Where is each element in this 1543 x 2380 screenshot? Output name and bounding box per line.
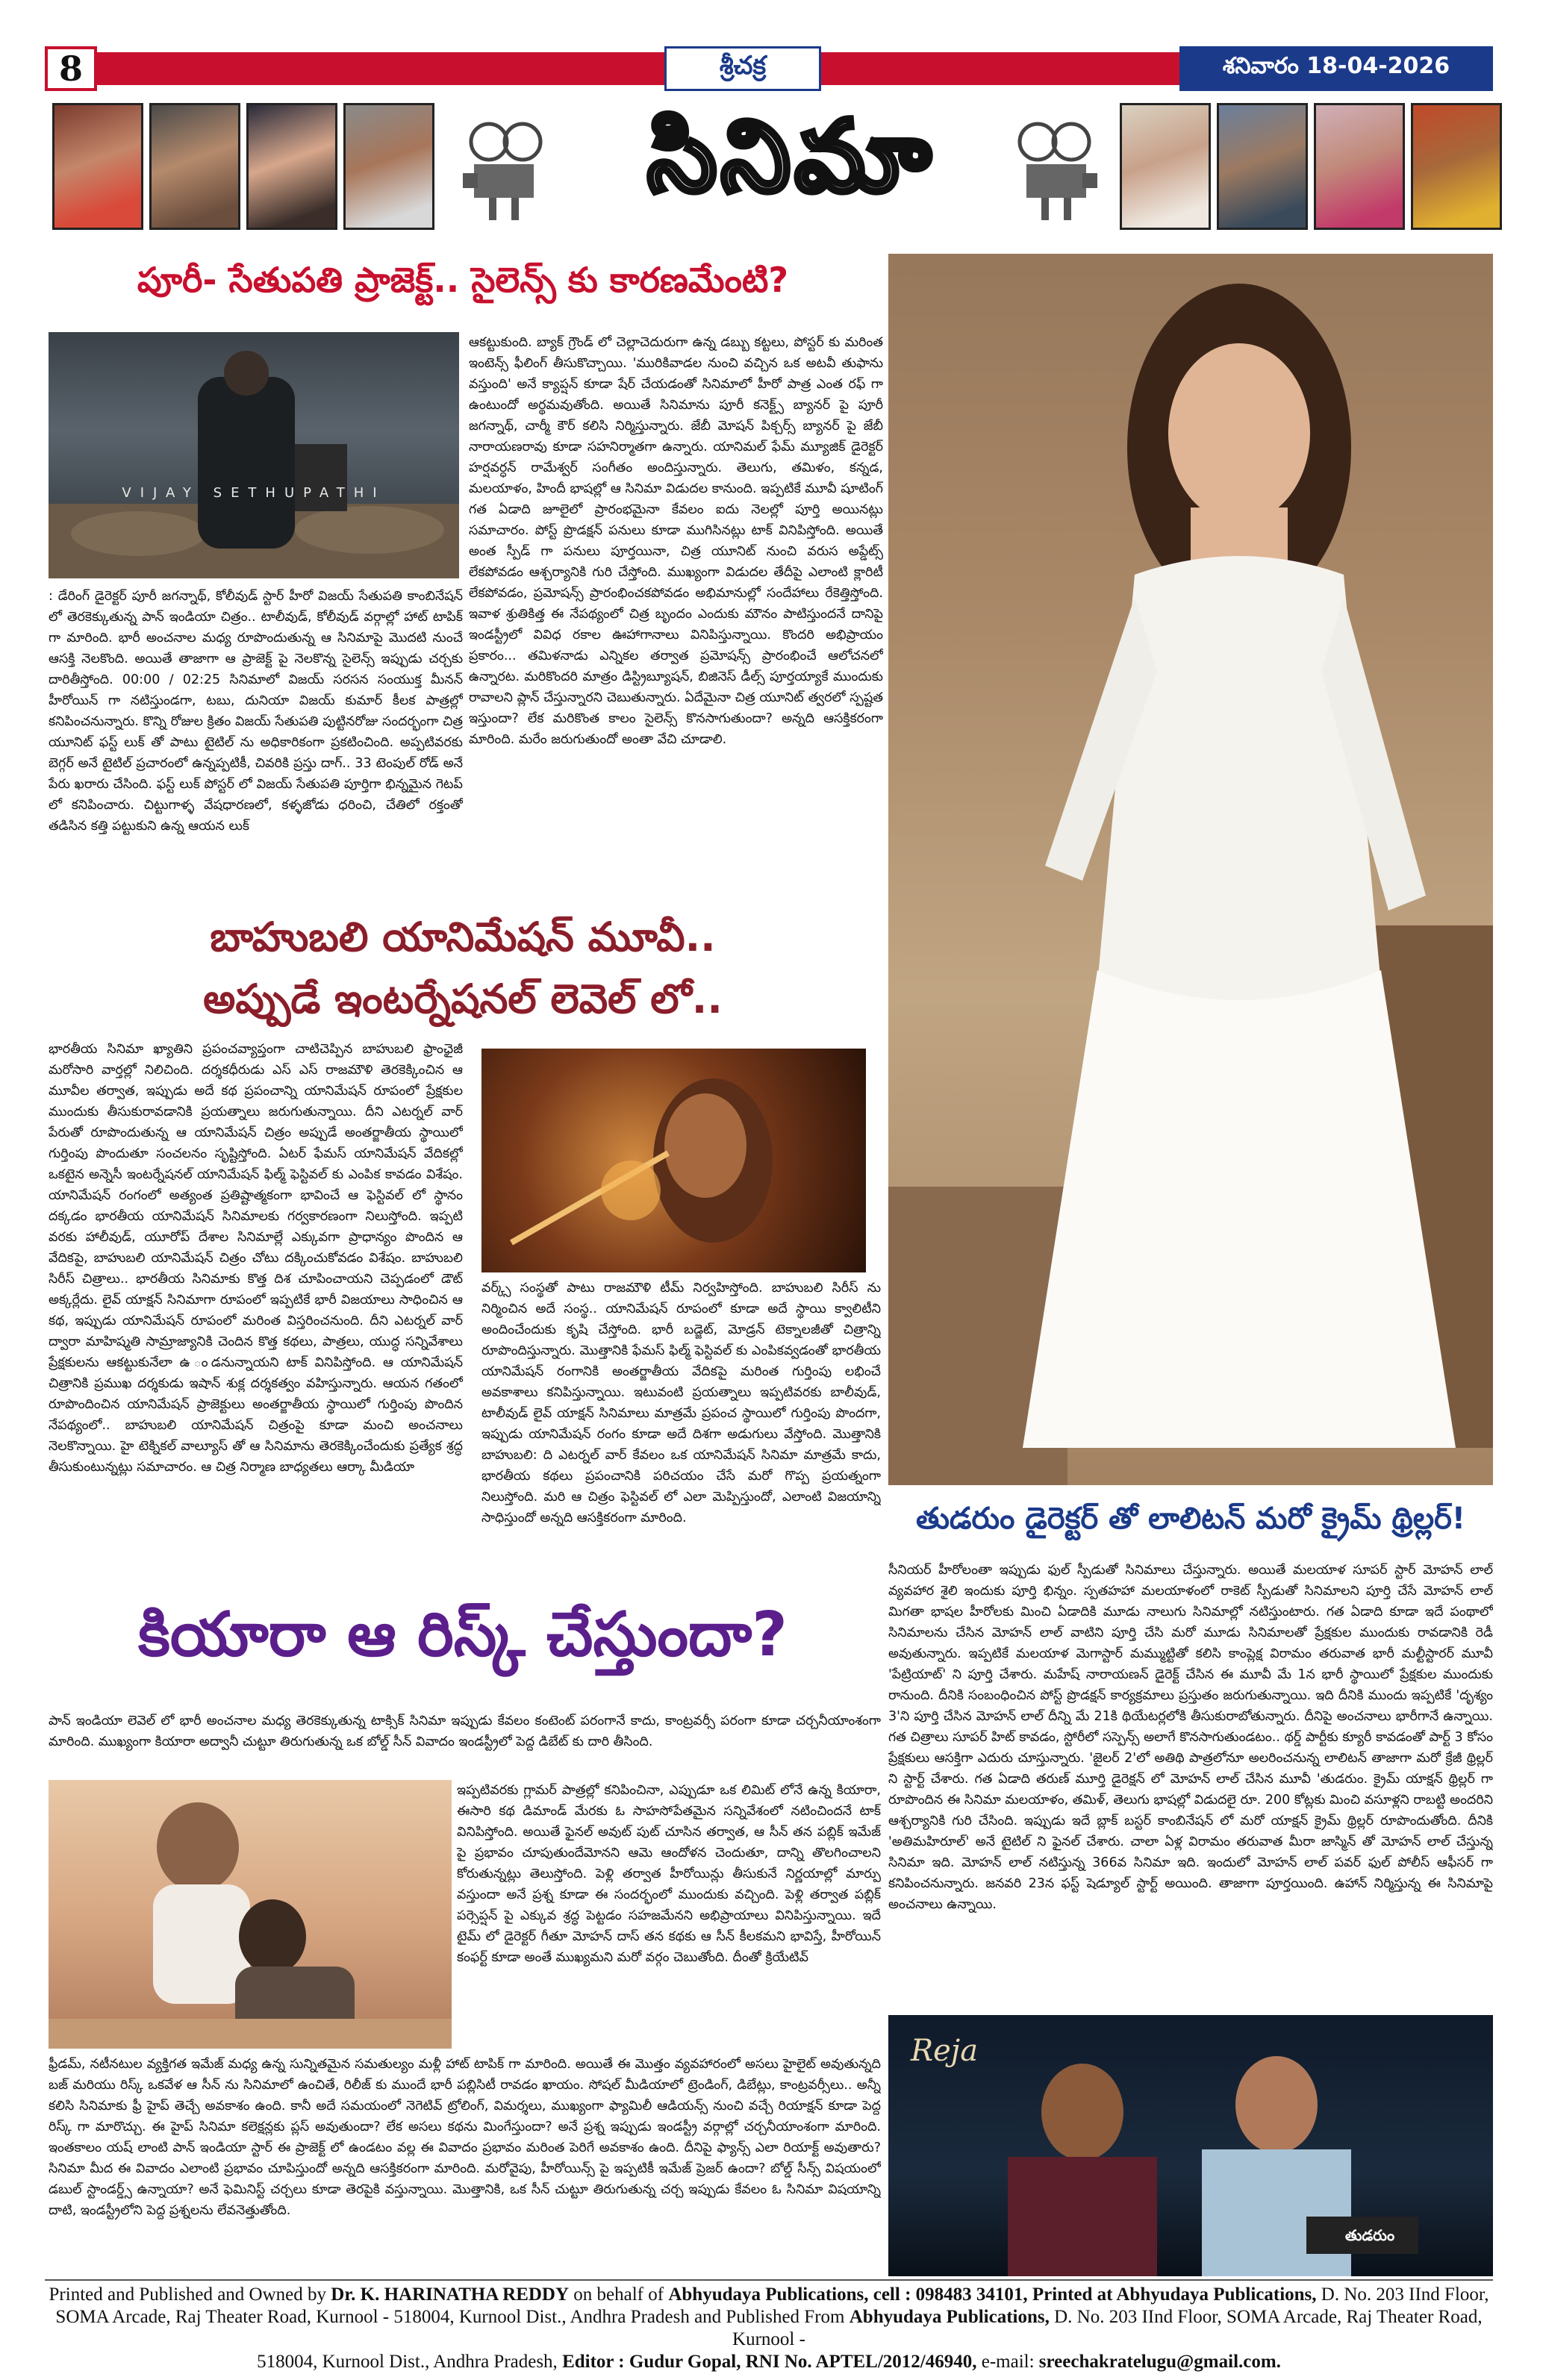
article4-body: సీనియర్ హీరోలంతా ఇప్పుడు ఫుల్ స్పీడుతో సినిమాలు చేస్తున్నారు. అయితే మలయాళ సూపర్ స్టార్ మోహన్ లాల్ వ్యవహార శైలి ఇందుకు పూర్తి భిన్నం. స్పతహహా మలయాళంలో రాకెట్ స్పీడుతో సినిమాలని పూర్తి చేసే మోహన్ లాల్ మిగతా భాషల హీరోలకు మించి ఏడాదికి మూడు నాలుగు సినిమాల్లో నటిస్తుంటారు. గత ఏడాది కూడా ఇదే పంథాలో సినిమాలను చేసిన మోహన్ లాల్ వాటిని పూర్తి చేసి మరో మూడు సినిమాలతో ప్రేక్షకుల ముందుకు రావడానికి రెడీ అవుతున్నారు. ఇప్పటికే మలయాళ మెగాస్టార్ మమ్ముట్టితో కలిసి కాంప్లెక్ష విరామం తరువాత భారీ మల్టీస్టారర్ మూవీ 'పేట్రియాట్' ని పూర్తి చేశారు. మహేష్ నారాయణన్ డైరెక్ట్ చేసిన ఈ మూవీ మే 1న భారీ స్థాయిలో ప్రేక్షకుల ముందుకు రానుంది. దీనికి సంబంధించిన పోస్ట్ ప్రొడక్షన్ కార్యక్రమాలు ప్రస్తుతం జరుగుతున్నాయి. ఇది దీనికి ముందు ఇప్పటికే 'దృశ్యం 3'ని పూర్తి చేసిన మోహన్ లాల్ దీన్ని మే 21కి థియేటర్లలోకి తీసుకురాబోతున్నారు. దీనిపై అంచనాలు భారీగానే ఉన్నాయి. గత చిత్రాలు సూపర్ హిట్ కావడం, స్టోరీలో సస్పెన్స్ అలాగే కొనసాగుతుండటం.. థర్డ్ పార్టీకు క్యూరీ కావడంతో పార్ట్ 3 కోసం ప్రేక్షకులు ఆసక్తిగా ఎదురు చూస్తున్నారు. 'జైలర్ 2'లో అతిథి పాత్రలోనూ అలరించనున్న లాలిటన్ తాజాగా మరో క్రేజీ థ్రిల్లర్ ని స్టార్ట్ చేశారు. గత ఏడాది తరుణ్ మూర్తి డైరెక్షన్ లో మోహన్ లాల్ చేసిన మూవీ 'తుడరుం. క్రైమ్ యాక్షన్ థ్రిల్లర్ గా రూపొందిన ఈ సినిమా మలయాళం, తమిళ్, తెలుగు భాషల్లో విడుదలై రూ. 200 కోట్లకు మించి వసూళ్లని రాబట్టి అందరిని ఆశ్చర్యానికి గురి చేసింది. ఇప్పుడు ఇదే బ్లాక్ బస్టర్ కాంబినేషన్ లో మరో యాక్షన్ క్రైమ్ థ్రిల్లర్ రూపొందుతోంది. దీనికి 'అతిమహిరూల్' అనే టైటిల్ ని ఫైనల్ చేశారు. చాలా ఏళ్ల విరామం తరువాత మీరా జాస్మిన్ తో మోహన్ లాల్ చేస్తున్న సినిమా ఇది. మోహన్ లాల్ నటిస్తున్న 366వ సినిమా ఇది. ఇందులో మోహన్ లాల్ పవర్ ఫుల్ పోలీస్ ఆఫీసర్ గా కనిపించనున్నారు. జనవరి 23న ఫస్ట్ షెడ్యూల్ స్టార్ట్ అయింది. తాజాగా పూర్తయింది. ఉహాన్ నిర్మిస్తున్న ఈ సినిమాపై అంచనాలు ఉన్నాయి. <box>888 1563 1493 1912</box>
issue-date: శనివారం 18-04-2026 <box>1179 46 1493 91</box>
poster-caption: VIJAY SETHUPATHI <box>122 485 386 501</box>
imprint-text: on behalf of <box>569 2284 669 2305</box>
actor-thumb-4 <box>1411 103 1502 230</box>
article3-body-right: ఇప్పటివరకు గ్లామర్ పాత్రల్లో కనిపించినా, ఎప్పుడూ ఒక లిమిట్ లోనే ఉన్న కియారా, ఈసారి కథ డిమాండ్ మేరకు ఓ సాహసోపేతమైన సన్నివేశంలో నటించిందనే టాక్ వినిపిస్తోంది. అయితే ఫైనల్ అవుట్ పుట్ చూసిన తర్వాత, ఆ సీన్ తన పబ్లిక్ ఇమేజ్ పై ప్రభావం చూపుతుందేమోనని ఆమె ఆందోళన చెందుతూ, దాన్ని తొలగించాలని కోరుతున్నట్లు తెలుస్తోంది. పెళ్లి తర్వాత హీరోయిన్లు తీసుకునే నిర్ణయాల్లో మార్పు వస్తుందా అనే ప్రశ్న కూడా ఈ సందర్భంలో ముందుకు వచ్చింది. పెళ్లి తర్వాత పబ్లిక్ పర్సెప్షన్ పై ఎక్కువ శ్రద్ధ పెట్టడం సహజమేనని అభిప్రాయాలు వినిపిస్తున్నాయి. ఇదే టైమ్ లో డైరెక్టర్ గీతూ మోహన్ దాస్ తన కథకు ఆ సీన్ కీలకమని భావిస్తే, హీరోయిన్ కంఫర్ట్ కూడా అంతే ముఖ్యమని మరో వర్గం చెబుతోంది. దీంతో క్రియేటివ్ <box>457 1783 881 1965</box>
article1-body-right: ఆకట్టుకుంది. బ్యాక్ గ్రౌండ్ లో చెల్లాచెదురుగా ఉన్న డబ్బు కట్టలు, పోస్టర్ కు మరింత ఇంటెన్స్ ఫీలింగ్ తీసుకొచ్చాయి. 'మురికివాడల నుంచి వచ్చిన ఒక అటవీ తుఫాను వస్తుంది' అనే క్యాప్షన్ కూడా షేర్ చేయడంతో సినిమాలో హీరో పాత్ర ఎంత రఫ్ గా ఉంటుందో అర్థమవుతోంది. అయితే సినిమాను పూరీ కనెక్ట్స్ బ్యానర్ పై పూరీ జగన్నాథ్, చార్మీ కౌర్ కలిసి నిర్మిస్తున్నారు. జేబీ మోషన్ పిక్చర్స్ బ్యానర్ పై జేబీ నారాయణరావు కూడా సహనిర్మాతగా ఉన్నారు. యానిమల్ ఫేమ్ మ్యూజిక్ డైరెక్టర్ హర్షవర్ధన్ రామేశ్వర్ సంగీతం అందిస్తున్నారు. తెలుగు, తమిళం, కన్నడ, మలయాళం, హిందీ భాషల్లో ఆ సినిమా విడుదల కానుంది. ఇప్పటికే మూవీ షూటింగ్ గత ఏడాది జూలైలో ప్రారంభమైనా కేవలం ఐదు నెలల్లో పూర్తి అయినట్లు సమాచారం. పోస్ట్ ప్రొడక్షన్ పనులు కూడా ముగిసినట్లు టాక్ వినిపిస్తోంది. అయితే అంత స్పీడ్ గా పనులు పూర్తయినా, చిత్ర యూనిట్ నుంచి వరుస అప్డేట్స్ లేకపోవడం ఆశ్చర్యానికి గురి చేస్తోంది. ముఖ్యంగా విడుదల తేదీపై ఎలాంటి క్లారిటీ లేకపోవడం, ప్రమోషన్స్ ప్రారంభించకపోవడం అభిమానుల్లో సందేహాలు రేకెత్తిస్తోంది. ఇవాళ శ్రుతికిత్త ఈ నేపథ్యంలో చిత్ర బృందం ఎందుకు మౌనం పాటిస్తుందనే దానిపై ఇండస్ట్రీలో వివిధ రకాల ఊహాగానాలు వినిపిస్తున్నాయి. కొందరి అభిప్రాయం ప్రకారం... తమిళనాడు ఎన్నికల తర్వాత ప్రమోషన్స్ ప్రారంభించే ఆలోచనలో ఉన్నారట. మరికొందరి మాత్రం డిస్ట్రిబ్యూషన్, బిజినెస్ డీల్స్ పూర్తయ్యాకే ముందుకు రావాలని ప్లాన్ చేస్తున్నారని చెబుతున్నారు. ఏదేమైనా చిత్ర యూనిట్ త్వరలో స్పష్టత ఇస్తుందా? లేక మరికొంత కాలం సైలెన్స్ కొనసాగుతుందా? అన్నది ఆసక్తికరంగా మారింది. మరేం జరుగుతుందో అంతా వేచి చూడాలి. <box>469 335 883 747</box>
imprint-publisher: Abhyudaya Publications, cell : 098483 34101, Printed at Abhyudaya Publications, <box>668 2284 1317 2305</box>
article1-body-left: : డేరింగ్ డైరెక్టర్ పూరీ జగన్నాథ్, కోలీవుడ్ స్టార్ హీరో విజయ్ సేతుపతి కాంబినేషన్ లో తెరకెక్కుతున్న పాన్ ఇండియా చిత్రం.. టాలీవుడ్, కోలీవుడ్ వర్గాల్లో హాట్ టాపిక్ గా మారింది. భారీ అంచనాల మధ్య రూపొందుతున్న ఆ సినిమాపై మొదటి నుంచే ఆసక్తి నెలకొంది. అయితే తాజాగా ఆ ప్రాజెక్ట్ పై నెలకొన్న సైలెన్స్ ఇప్పుడు చర్చకు దారితీస్తోంది. 00:00 / 02:25 సినిమాలో విజయ్ సరసన సంయుక్త మీనన్ హీరోయిన్ గా నటిస్తుండగా, టబు, దునియా విజయ్ కుమార్ కీలక పాత్రల్లో కనిపించనున్నారు. కొన్ని రోజుల క్రితం విజయ్ సేతుపతి పుట్టినరోజు సందర్భంగా చిత్ర యూనిట్ ఫస్ట్ లుక్ తో పాటు టైటిల్ ను అధికారికంగా ప్రకటించింది. అప్పటివరకు బెగ్గర్ అనే టైటిల్ ప్రచారంలో ఉన్నప్పటికీ, చివరికి ప్రస్తు దాగ్.. 33 టెంపుల్ రోడ్ అనే పేరు ఖరారు చేసింది. ఫస్ట్ లుక్ పోస్టర్ లో విజయ్ సేతుపతి పూర్తిగా భిన్నమైన గెటప్ లో కనిపించారు. చిట్టుగాళ్ళ వేషధారణలో, కళ్ళజోడు ధరించి, చేతిలో రక్తంతో తడిసిన కత్తి పట్టుకుని ఉన్న ఆయన లుక్ <box>49 589 463 834</box>
footer-rule <box>45 2279 1493 2281</box>
film-projector-icon <box>1015 119 1097 224</box>
imprint-text: 518004, Kurnool Dist., Andhra Pradesh, <box>257 2352 563 2372</box>
masthead-rule-right <box>821 52 1179 85</box>
article4-headline: తుడరుం డైరెక్టర్ తో లాలిటన్ మరో క్రైమ్ థ్రిల్లర్! <box>915 1502 1466 1536</box>
imprint-text: D. No. 203 IInd Floor, SOMA Arcade, Raj Theater Road, Kurnool - <box>732 2307 1483 2349</box>
imprint-line-1 <box>45 2284 1493 2306</box>
article3-body-bottom: ఫ్రీడమ్, నటీనటుల వ్యక్తిగత ఇమేజ్ మధ్య ఉన్న సున్నితమైన సమతుల్యం మళ్లీ హాట్ టాపిక్ గా మారింది. అయితే ఈ మొత్తం వ్యవహారంలో అసలు హైలైట్ అవుతున్నది బజ్ మరియు రిస్క్ ఒకవేళ ఆ సీన్ ను సినిమాలో ఉంచితే, రిలీజ్ కు ముందే భారీ పబ్లిసిటీ రావడం ఖాయం. సోషల్ మీడియాలో ట్రెండింగ్, డిబేట్లు, కాంట్రవర్సీలు.. అన్నీ కలిసి సినిమాకు ఫ్రీ హైప్ తెచ్చే అవకాశం ఉంది. కానీ అదే సమయంలో నెగెటివ్ ట్రోలింగ్, విమర్శలు, ముఖ్యంగా ఫ్యామిలీ ఆడియన్స్ నుంచి వచ్చే రియాక్షన్ కూడా పెద్ద రిస్క్ గా మారొచ్చు. ఈ హైప్ సినిమా కలెక్షన్లకు ప్లస్ అవుతుందా? లేక అసలు కథను మింగేస్తుందా? అనే ప్రశ్న ఇప్పుడు ఇండస్ట్రీ వర్గాల్లో చర్చనీయాంశంగా మారింది. ఇంతకాలం యష్ లాంటి పాన్ ఇండియా స్టార్ ఈ ప్రాజెక్ట్ లో ఉండటం వల్ల ఈ వివాదం ప్రభావం మరింత పెరిగే అవకాశం ఉంది. దీనిపై ఫ్యాన్స్ ఎలా రియాక్ట్ అవుతారు? సినిమా మీద ఈ వివాదం ఎలాంటి ప్రభావం చూపిస్తుందో అన్నది ఆసక్తికరంగా మారింది. మరోవైపు, హీరోయిన్స్ పై ఇప్పటికీ ఇమేజ్ ప్రెజర్ ఉందా? బోల్డ్ సీన్స్ విషయంలో డబుల్ స్టాండర్డ్స్ ఉన్నాయా? అనే ఫెమినిస్ట్ చర్చలు కూడా తెరపైకి వస్తున్నాయి. మొత్తానికి, ఒక సీన్ చుట్టూ తిరుగుతున్న చర్చ ఇప్పుడు కేవలం ఓ సినిమా విషయాన్ని దాటి, ఇండస్ట్రీలోని పెద్ద ప్రశ్నలను లేవనెత్తుతోంది. <box>49 2057 881 2218</box>
imprint-line-3 <box>45 2351 1493 2373</box>
bahubali-animation-still <box>481 1049 866 1272</box>
event-banner-text: Reja <box>911 2034 979 2068</box>
actor-thumb-3 <box>1217 103 1308 230</box>
article3-intro: పాన్ ఇండియా లెవెల్ లో భారీ అంచనాల మధ్య తెరకెక్కుతున్న టాక్సిక్ సినిమా ఇప్పుడు కేవలం కంటెంట్ పరంగానే కాదు, కాంట్రవర్సీ పరంగా కూడా చర్చనీయాంశంగా మారింది. ముఖ్యంగా కియారా అద్వానీ చుట్టూ తిరుగుతున్న ఒక బోల్డ్ సీన్ వివాదం ఇండస్ట్రీలో పెద్ద డిబేట్ కు దారి తీసింది. <box>49 1714 881 1749</box>
masthead-rule-left <box>97 52 664 85</box>
imprint-email[interactable]: sreechakratelugu@gmail.com. <box>1038 2352 1281 2372</box>
imprint-editor: Editor : Gudur Gopal, RNI No. APTEL/2012/46940, <box>562 2352 977 2372</box>
cinema-section-banner <box>45 97 1493 239</box>
page-number: 8 <box>45 46 97 91</box>
mohanlal-event-photo <box>888 2015 1493 2276</box>
imprint-line-2 <box>45 2306 1493 2351</box>
imprint-text: e-mail: <box>976 2352 1039 2372</box>
article1-poster <box>49 332 459 578</box>
imprint-owner: Dr. K. HARINATHA REDDY <box>331 2284 570 2305</box>
film-projector-icon <box>463 119 545 224</box>
article2-headline-line2: అప్పుడే ఇంటర్నేషనల్ లెవెల్ లో.. <box>203 975 723 1022</box>
actor-thumb-2 <box>343 103 434 230</box>
imprint-footer <box>45 2284 1493 2373</box>
featured-actress-photo <box>888 254 1493 1485</box>
article2-body-left: భారతీయ సినిమా ఖ్యాతిని ప్రపంచవ్యాప్తంగా చాటిచెప్పిన బాహుబలి ఫ్రాంఛైజీ మరోసారి వార్తల్లో నిలిచింది. దర్శకధీరుడు ఎస్ ఎస్ రాజమౌళి తెరకెక్కించిన ఆ మూవీల తర్వాత, ఇప్పుడు అదే కథ ప్రపంచాన్ని యానిమేషన్ రూపంలో ప్రేక్షకుల ముందుకు తీసుకురావడానికి ప్రయత్నాలు జరుగుతున్నాయి. దీని ఎటర్నల్ వార్ పేరుతో రూపొందుతున్న ఆ యానిమేషన్ చిత్రం అప్పుడే అంతర్జాతీయ స్థాయిలో గుర్తింపు పొందుతూ సంచలనం సృష్టిస్తోంది. ఏటర్ ఫేమస్ యానిమేషన్ వేదికల్లో ఒకటైన అన్నెసీ ఇంటర్నేషనల్ యానిమేషన్ ఫిల్మ్ ఫెస్టివల్ కు ఎంపిక కావడం విశేషం. యానిమేషన్ రంగంలో అత్యంత ప్రతిష్టాత్మకంగా భావించే ఆ ఫెస్టివల్ లో స్థానం దక్కడం భారతీయ యానిమేషన్ సినిమాలకు గర్వకారణంగా నిలుస్తోంది. ఇప్పటి వరకు హాలీవుడ్, యూరోప్ దేశాల సినిమాల్లే ఎక్కువగా ప్రాధాన్యం పొందిన ఆ వేదికపై, బాహుబలి యానిమేషన్ చిత్రం చోటు దక్కించుకోవడం విశేషం. బాహుబలి సిరీస్ చిత్రాలు.. భారతీయ సినిమాకు కొత్త దిశ చూపించాయని చెప్పడంలో డౌట్ అక్కర్లేదు. లైవ్ యాక్షన్ సినిమాగా రూపంలో ఇప్పటికే భారీ విజయాలు సాధించిన ఆ కథ, ఇప్పుడు యానిమేషన్ రూపంలో మరింత విస్తరించనుంది. దీని ఎటర్నల్ వార్ ద్వారా మాహిష్మతి సామ్రాజ్యానికి చెందిన కొత్త కథలు, పాత్రలు, యుద్ధ సన్నివేశాలు ప్రేక్షకులను ఆకట్టుకునేలా ఉ ండనున్నాయని టాక్ వినిపిస్తోంది. ఆ యానిమేషన్ చిత్రానికి ప్రముఖ దర్శకుడు ఇషాన్ శుక్ల దర్శకత్వం వహిస్తున్నారు. ఆయన గతంలో రూపొందించిన యానిమేషన్ ప్రాజెక్టులు అంతర్జాతీయ స్థాయిలో గుర్తింపు పొందిన నేపథ్యంలో.. బాహుబలి యానిమేషన్ చిత్రంపై కూడా మంచి అంచనాలు నెలకొన్నాయి. హై టెక్నికల్ వాల్యూస్ తో ఆ సినిమాను తెరకెక్కించేందుకు ప్రత్యేక శ్రద్ధ తీసుకుంటున్నట్లు సమాచారం. ఆ చిత్ర నిర్మాణ బాధ్యతలు ఆర్కా మీడియా <box>49 1042 463 1475</box>
newspaper-logo: శ్రీచక్ర <box>664 46 821 91</box>
imprint-text: Printed and Published and Owned by <box>49 2284 331 2305</box>
actress-thumb-1 <box>52 103 143 230</box>
actor-thumb-1 <box>149 103 240 230</box>
actress-thumb-3 <box>1120 103 1211 230</box>
actress-thumb-2 <box>246 103 337 230</box>
event-award-sign: తుడరుం <box>1344 2226 1395 2244</box>
article2-headline-line1: బాహుబలి యానిమేషన్ మూవీ.. <box>210 913 716 961</box>
imprint-publisher: Abhyudaya Publications, <box>849 2307 1050 2327</box>
article1-headline: పూరీ- సేతుపతి ప్రాజెక్ట్.. సైలెన్స్ కు కారణమేంటి? <box>137 260 789 300</box>
imprint-text: D. No. 203 IInd Floor, <box>1316 2284 1489 2305</box>
masthead-bar <box>45 46 1493 91</box>
kiara-still-photo <box>49 1780 452 2049</box>
article3-headline: కియారా ఆ రిస్క్ చేస్తుందా? <box>138 1599 788 1670</box>
actress-thumb-4 <box>1314 103 1405 230</box>
article2-body-right: వర్క్స్ సంస్థతో పాటు రాజమౌళి టీమ్ నిర్వహిస్తోంది. బాహుబలి సిరీస్ ను నిర్మించిన అదే సంస్థ.. యానిమేషన్ రూపంలో కూడా అదే స్థాయి క్వాలిటీని అందించేందుకు కృషి చేస్తోంది. భారీ బడ్జెట్, మోడ్రన్ టెక్నాలజీతో చిత్రాన్ని రూపొందిస్తున్నారు. మొత్తానికి ఫేమస్ ఫిల్మ్ ఫెస్టివల్ కు ఎంపికవ్వడంతో భారతీయ యానిమేషన్ రంగానికి అంతర్జాతీయ వేదికపై మరింత గుర్తింపు లభించే అవకాశాలు కనిపిస్తున్నాయి. ఇటువంటి ప్రయత్నాలు ఇప్పటివరకు బాలీవుడ్, టాలీవుడ్ లైవ్ యాక్షన్ సినిమాలు మాత్రమే ప్రపంచ స్థాయిలో గుర్తింపు పొందగా, ఇప్పుడు యానిమేషన్ రంగం కూడా అదే దిశగా అడుగులు వేస్తోంది. మొత్తానికి బాహుబలి: ది ఎటర్నల్ వార్ కేవలం ఒక యానిమేషన్ సినిమా మాత్రమే కాదు, భారతీయ కథలు ప్రపంచానికి పరిచయం చేసే మరో గొప్ప ప్రయత్నంగా నిలుస్తోంది. మరి ఆ చిత్రం ఫెస్టివల్ లో ఎలా మెప్పిస్తుందో, ఎలాంటి విజయాన్ని సాధిస్తుందో అన్నది ఆసక్తికరంగా మారింది. <box>481 1281 881 1525</box>
section-title: సినిమా <box>647 98 935 214</box>
imprint-text: SOMA Arcade, Raj Theater Road, Kurnool - 518004, Kurnool Dist., Andhra Pradesh and Published From <box>55 2307 850 2327</box>
